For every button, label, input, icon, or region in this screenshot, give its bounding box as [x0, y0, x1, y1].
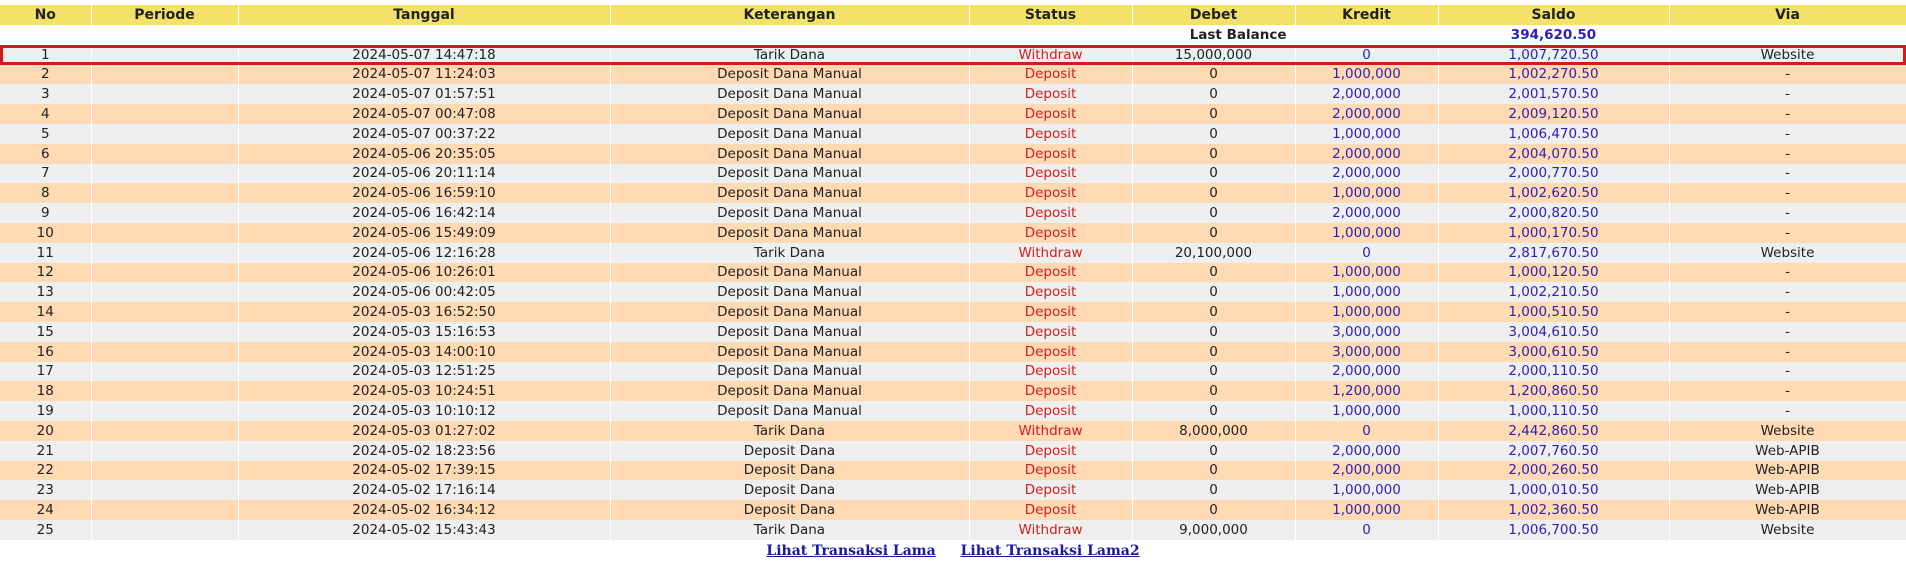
cell-via: -: [1669, 381, 1906, 401]
cell-debet: 0: [1132, 144, 1295, 164]
cell-no: 9: [0, 203, 91, 223]
cell-tanggal: 2024-05-07 11:24:03: [238, 65, 610, 85]
cell-periode: [91, 381, 238, 401]
cell-status: Deposit: [969, 282, 1132, 302]
cell-periode: [91, 144, 238, 164]
cell-status: Deposit: [969, 500, 1132, 520]
cell-status: Withdraw: [969, 243, 1132, 263]
cell-no: 12: [0, 263, 91, 283]
table-row[interactable]: [0, 461, 1906, 481]
cell-keterangan: Deposit Dana Manual: [610, 144, 969, 164]
cell-debet: 0: [1132, 124, 1295, 144]
cell-via: -: [1669, 401, 1906, 421]
table-row[interactable]: [0, 223, 1906, 243]
table-row[interactable]: [0, 500, 1906, 520]
cell-keterangan: Deposit Dana: [610, 500, 969, 520]
cell-debet: 0: [1132, 282, 1295, 302]
cell-debet: 0: [1132, 500, 1295, 520]
cell-tanggal: 2024-05-06 00:42:05: [238, 282, 610, 302]
cell-keterangan: Tarik Dana: [610, 45, 969, 65]
cell-status: Deposit: [969, 223, 1132, 243]
cell-periode: [91, 342, 238, 362]
cell-periode: [91, 263, 238, 283]
cell-saldo: 1,000,170.50: [1438, 223, 1669, 243]
cell-tanggal: 2024-05-03 01:27:02: [238, 421, 610, 441]
cell-status: Deposit: [969, 441, 1132, 461]
cell-no: 23: [0, 480, 91, 500]
cell-tanggal: 2024-05-06 16:59:10: [238, 183, 610, 203]
cell-via: Website: [1669, 520, 1906, 540]
cell-no: 8: [0, 183, 91, 203]
cell-status: Deposit: [969, 144, 1132, 164]
cell-tanggal: 2024-05-03 14:00:10: [238, 342, 610, 362]
cell-tanggal: 2024-05-02 15:43:43: [238, 520, 610, 540]
cell-no: 19: [0, 401, 91, 421]
table-row[interactable]: [0, 164, 1906, 184]
cell-via: -: [1669, 322, 1906, 342]
cell-kredit: 1,200,000: [1295, 381, 1438, 401]
cell-status: Deposit: [969, 263, 1132, 283]
cell-debet: 0: [1132, 104, 1295, 124]
cell-kredit: 3,000,000: [1295, 342, 1438, 362]
cell-via: Web-APIB: [1669, 461, 1906, 481]
cell-periode: [91, 282, 238, 302]
header-via[interactable]: Via: [1669, 5, 1906, 25]
table-row[interactable]: [0, 520, 1906, 540]
cell-via: -: [1669, 104, 1906, 124]
cell-keterangan: Deposit Dana Manual: [610, 65, 969, 85]
cell-kredit: 2,000,000: [1295, 362, 1438, 382]
cell-via: -: [1669, 183, 1906, 203]
link-transaksi-lama2[interactable]: Lihat Transaksi Lama2: [960, 542, 1140, 559]
cell-tanggal: 2024-05-06 12:16:28: [238, 243, 610, 263]
cell-tanggal: 2024-05-02 17:39:15: [238, 461, 610, 481]
header-periode[interactable]: Periode: [91, 5, 238, 25]
cell-keterangan: Tarik Dana: [610, 520, 969, 540]
cell-keterangan: Deposit Dana Manual: [610, 223, 969, 243]
cell-tanggal: 2024-05-02 16:34:12: [238, 500, 610, 520]
cell-keterangan: Deposit Dana: [610, 461, 969, 481]
cell-saldo: 1,000,510.50: [1438, 302, 1669, 322]
cell-via: -: [1669, 263, 1906, 283]
cell-kredit: 0: [1295, 421, 1438, 441]
table-row[interactable]: [0, 421, 1906, 441]
table-row[interactable]: [0, 480, 1906, 500]
cell-no: 3: [0, 84, 91, 104]
header-keterangan[interactable]: Keterangan: [610, 5, 969, 25]
cell-debet: 0: [1132, 302, 1295, 322]
cell-keterangan: Deposit Dana Manual: [610, 124, 969, 144]
cell-kredit: 1,000,000: [1295, 500, 1438, 520]
cell-no: 20: [0, 421, 91, 441]
cell-status: Deposit: [969, 203, 1132, 223]
cell-kredit: 2,000,000: [1295, 104, 1438, 124]
cell-kredit: 2,000,000: [1295, 461, 1438, 481]
cell-saldo: 2,000,820.50: [1438, 203, 1669, 223]
cell-kredit: 1,000,000: [1295, 480, 1438, 500]
cell-debet: 0: [1132, 342, 1295, 362]
cell-periode: [91, 65, 238, 85]
cell-status: Deposit: [969, 480, 1132, 500]
cell-saldo: 1,200,860.50: [1438, 381, 1669, 401]
cell-via: -: [1669, 124, 1906, 144]
cell-debet: 15,000,000: [1132, 45, 1295, 65]
cell-keterangan: Tarik Dana: [610, 421, 969, 441]
cell-periode: [91, 45, 238, 65]
cell-periode: [91, 183, 238, 203]
header-saldo[interactable]: Saldo: [1438, 5, 1669, 25]
cell-kredit: 1,000,000: [1295, 124, 1438, 144]
header-tanggal[interactable]: Tanggal: [238, 5, 610, 25]
cell-saldo: 2,000,260.50: [1438, 461, 1669, 481]
cell-saldo: 2,001,570.50: [1438, 84, 1669, 104]
cell-no: 17: [0, 362, 91, 382]
cell-periode: [91, 480, 238, 500]
cell-kredit: 2,000,000: [1295, 144, 1438, 164]
table-row[interactable]: [0, 322, 1906, 342]
cell-kredit: 1,000,000: [1295, 401, 1438, 421]
cell-tanggal: 2024-05-06 20:35:05: [238, 144, 610, 164]
cell-keterangan: Deposit Dana Manual: [610, 263, 969, 283]
cell-via: -: [1669, 203, 1906, 223]
table-row[interactable]: [0, 45, 1906, 65]
cell-periode: [91, 421, 238, 441]
table-row[interactable]: [0, 362, 1906, 382]
cell-status: Deposit: [969, 362, 1132, 382]
cell-status: Deposit: [969, 124, 1132, 144]
cell-saldo: 1,002,360.50: [1438, 500, 1669, 520]
cell-saldo: 1,002,270.50: [1438, 65, 1669, 85]
cell-via: -: [1669, 282, 1906, 302]
cell-keterangan: Deposit Dana: [610, 480, 969, 500]
cell-kredit: 1,000,000: [1295, 65, 1438, 85]
cell-debet: 0: [1132, 480, 1295, 500]
cell-no: 21: [0, 441, 91, 461]
cell-tanggal: 2024-05-02 18:23:56: [238, 441, 610, 461]
cell-saldo: 2,009,120.50: [1438, 104, 1669, 124]
cell-keterangan: Deposit Dana Manual: [610, 203, 969, 223]
cell-periode: [91, 500, 238, 520]
cell-kredit: 0: [1295, 520, 1438, 540]
cell-periode: [91, 302, 238, 322]
cell-no: 25: [0, 520, 91, 540]
cell-no: 22: [0, 461, 91, 481]
table-row[interactable]: [0, 243, 1906, 263]
cell-no: 7: [0, 164, 91, 184]
cell-via: -: [1669, 302, 1906, 322]
cell-kredit: 1,000,000: [1295, 282, 1438, 302]
cell-no: 15: [0, 322, 91, 342]
cell-saldo: 1,006,470.50: [1438, 124, 1669, 144]
cell-tanggal: 2024-05-06 15:49:09: [238, 223, 610, 243]
cell-keterangan: Deposit Dana Manual: [610, 104, 969, 124]
table-row[interactable]: [0, 144, 1906, 164]
table-row[interactable]: [0, 183, 1906, 203]
cell-status: Deposit: [969, 322, 1132, 342]
table-row[interactable]: [0, 84, 1906, 104]
cell-saldo: 1,002,620.50: [1438, 183, 1669, 203]
cell-periode: [91, 84, 238, 104]
cell-via: -: [1669, 84, 1906, 104]
cell-no: 11: [0, 243, 91, 263]
table-row[interactable]: [0, 263, 1906, 283]
cell-status: Withdraw: [969, 421, 1132, 441]
cell-debet: 0: [1132, 164, 1295, 184]
cell-kredit: 2,000,000: [1295, 441, 1438, 461]
cell-no: 16: [0, 342, 91, 362]
cell-saldo: 3,000,610.50: [1438, 342, 1669, 362]
cell-status: Deposit: [969, 183, 1132, 203]
cell-no: 10: [0, 223, 91, 243]
header-status[interactable]: Status: [969, 5, 1132, 25]
cell-no: 6: [0, 144, 91, 164]
table-row[interactable]: [0, 124, 1906, 144]
table-row[interactable]: [0, 302, 1906, 322]
cell-no: 2: [0, 65, 91, 85]
cell-kredit: 3,000,000: [1295, 322, 1438, 342]
cell-debet: 8,000,000: [1132, 421, 1295, 441]
cell-kredit: 1,000,000: [1295, 302, 1438, 322]
cell-keterangan: Tarik Dana: [610, 243, 969, 263]
cell-periode: [91, 441, 238, 461]
cell-saldo: 3,004,610.50: [1438, 322, 1669, 342]
cell-debet: 0: [1132, 263, 1295, 283]
header-debet[interactable]: Debet: [1132, 5, 1295, 25]
footer-links: [0, 543, 1906, 559]
cell-status: Deposit: [969, 461, 1132, 481]
cell-debet: 0: [1132, 322, 1295, 342]
cell-tanggal: 2024-05-06 20:11:14: [238, 164, 610, 184]
cell-no: 24: [0, 500, 91, 520]
link-transaksi-lama[interactable]: Lihat Transaksi Lama: [766, 542, 936, 559]
table-row[interactable]: [0, 65, 1906, 85]
cell-via: Web-APIB: [1669, 480, 1906, 500]
cell-status: Deposit: [969, 302, 1132, 322]
cell-saldo: 2,817,670.50: [1438, 243, 1669, 263]
cell-tanggal: 2024-05-03 10:24:51: [238, 381, 610, 401]
cell-periode: [91, 104, 238, 124]
cell-status: Deposit: [969, 381, 1132, 401]
cell-tanggal: 2024-05-07 00:47:08: [238, 104, 610, 124]
cell-saldo: 2,000,110.50: [1438, 362, 1669, 382]
cell-debet: 9,000,000: [1132, 520, 1295, 540]
table-row[interactable]: [0, 104, 1906, 124]
cell-tanggal: 2024-05-02 17:16:14: [238, 480, 610, 500]
cell-via: Web-APIB: [1669, 500, 1906, 520]
table-row[interactable]: [0, 381, 1906, 401]
cell-tanggal: 2024-05-03 15:16:53: [238, 322, 610, 342]
cell-status: Deposit: [969, 65, 1132, 85]
cell-tanggal: 2024-05-06 16:42:14: [238, 203, 610, 223]
cell-tanggal: 2024-05-07 14:47:18: [238, 45, 610, 65]
cell-periode: [91, 203, 238, 223]
header-kredit[interactable]: Kredit: [1295, 5, 1438, 25]
cell-status: Deposit: [969, 84, 1132, 104]
cell-via: Website: [1669, 243, 1906, 263]
cell-debet: 0: [1132, 183, 1295, 203]
table-row[interactable]: [0, 282, 1906, 302]
cell-no: 1: [0, 45, 91, 65]
cell-status: Deposit: [969, 164, 1132, 184]
cell-via: -: [1669, 65, 1906, 85]
cell-kredit: 2,000,000: [1295, 164, 1438, 184]
cell-keterangan: Deposit Dana Manual: [610, 302, 969, 322]
cell-kredit: 2,000,000: [1295, 203, 1438, 223]
cell-no: 13: [0, 282, 91, 302]
cell-keterangan: Deposit Dana Manual: [610, 164, 969, 184]
cell-kredit: 0: [1295, 45, 1438, 65]
cell-keterangan: Deposit Dana Manual: [610, 362, 969, 382]
cell-via: -: [1669, 144, 1906, 164]
cell-status: Deposit: [969, 401, 1132, 421]
table-row[interactable]: [0, 401, 1906, 421]
cell-kredit: 1,000,000: [1295, 263, 1438, 283]
cell-debet: 20,100,000: [1132, 243, 1295, 263]
cell-keterangan: Deposit Dana Manual: [610, 381, 969, 401]
cell-keterangan: Deposit Dana Manual: [610, 322, 969, 342]
cell-tanggal: 2024-05-06 10:26:01: [238, 263, 610, 283]
cell-tanggal: 2024-05-07 01:57:51: [238, 84, 610, 104]
cell-saldo: 2,442,860.50: [1438, 421, 1669, 441]
cell-via: -: [1669, 164, 1906, 184]
cell-status: Withdraw: [969, 520, 1132, 540]
cell-saldo: 1,006,700.50: [1438, 520, 1669, 540]
cell-saldo: 1,000,120.50: [1438, 263, 1669, 283]
cell-saldo: 2,000,770.50: [1438, 164, 1669, 184]
cell-no: 14: [0, 302, 91, 322]
cell-periode: [91, 401, 238, 421]
table-row[interactable]: [0, 342, 1906, 362]
cell-kredit: 2,000,000: [1295, 84, 1438, 104]
cell-saldo: 1,002,210.50: [1438, 282, 1669, 302]
cell-no: 4: [0, 104, 91, 124]
cell-periode: [91, 461, 238, 481]
table-header: [0, 5, 1906, 25]
cell-debet: 0: [1132, 401, 1295, 421]
cell-debet: 0: [1132, 441, 1295, 461]
last-balance-value: 394,620.50: [1438, 25, 1669, 45]
table-row[interactable]: [0, 203, 1906, 223]
cell-via: -: [1669, 223, 1906, 243]
cell-debet: 0: [1132, 223, 1295, 243]
last-balance-label: Last Balance: [0, 25, 1295, 45]
cell-periode: [91, 520, 238, 540]
cell-keterangan: Deposit Dana Manual: [610, 401, 969, 421]
cell-debet: 0: [1132, 203, 1295, 223]
cell-periode: [91, 164, 238, 184]
transaction-table: [0, 5, 1906, 540]
cell-via: Web-APIB: [1669, 441, 1906, 461]
cell-periode: [91, 362, 238, 382]
cell-tanggal: 2024-05-03 16:52:50: [238, 302, 610, 322]
cell-no: 18: [0, 381, 91, 401]
cell-debet: 0: [1132, 461, 1295, 481]
cell-saldo: 2,004,070.50: [1438, 144, 1669, 164]
cell-no: 5: [0, 124, 91, 144]
cell-keterangan: Deposit Dana: [610, 441, 969, 461]
cell-kredit: 1,000,000: [1295, 223, 1438, 243]
cell-saldo: 1,000,110.50: [1438, 401, 1669, 421]
cell-keterangan: Deposit Dana Manual: [610, 282, 969, 302]
cell-saldo: 1,007,720.50: [1438, 45, 1669, 65]
cell-status: Deposit: [969, 342, 1132, 362]
cell-periode: [91, 243, 238, 263]
cell-via: Website: [1669, 45, 1906, 65]
cell-status: Withdraw: [969, 45, 1132, 65]
cell-tanggal: 2024-05-03 12:51:25: [238, 362, 610, 382]
cell-via: Website: [1669, 421, 1906, 441]
cell-via: -: [1669, 362, 1906, 382]
cell-via: -: [1669, 342, 1906, 362]
cell-kredit: 1,000,000: [1295, 183, 1438, 203]
cell-saldo: 2,007,760.50: [1438, 441, 1669, 461]
cell-keterangan: Deposit Dana Manual: [610, 183, 969, 203]
cell-kredit: 0: [1295, 243, 1438, 263]
cell-periode: [91, 223, 238, 243]
last-balance-row: [0, 25, 1906, 45]
cell-debet: 0: [1132, 362, 1295, 382]
table-row[interactable]: [0, 441, 1906, 461]
cell-keterangan: Deposit Dana Manual: [610, 84, 969, 104]
cell-saldo: 1,000,010.50: [1438, 480, 1669, 500]
cell-tanggal: 2024-05-03 10:10:12: [238, 401, 610, 421]
header-no[interactable]: No: [0, 5, 91, 25]
cell-keterangan: Deposit Dana Manual: [610, 342, 969, 362]
cell-periode: [91, 124, 238, 144]
cell-debet: 0: [1132, 65, 1295, 85]
cell-periode: [91, 322, 238, 342]
cell-tanggal: 2024-05-07 00:37:22: [238, 124, 610, 144]
cell-debet: 0: [1132, 84, 1295, 104]
cell-debet: 0: [1132, 381, 1295, 401]
cell-status: Deposit: [969, 104, 1132, 124]
